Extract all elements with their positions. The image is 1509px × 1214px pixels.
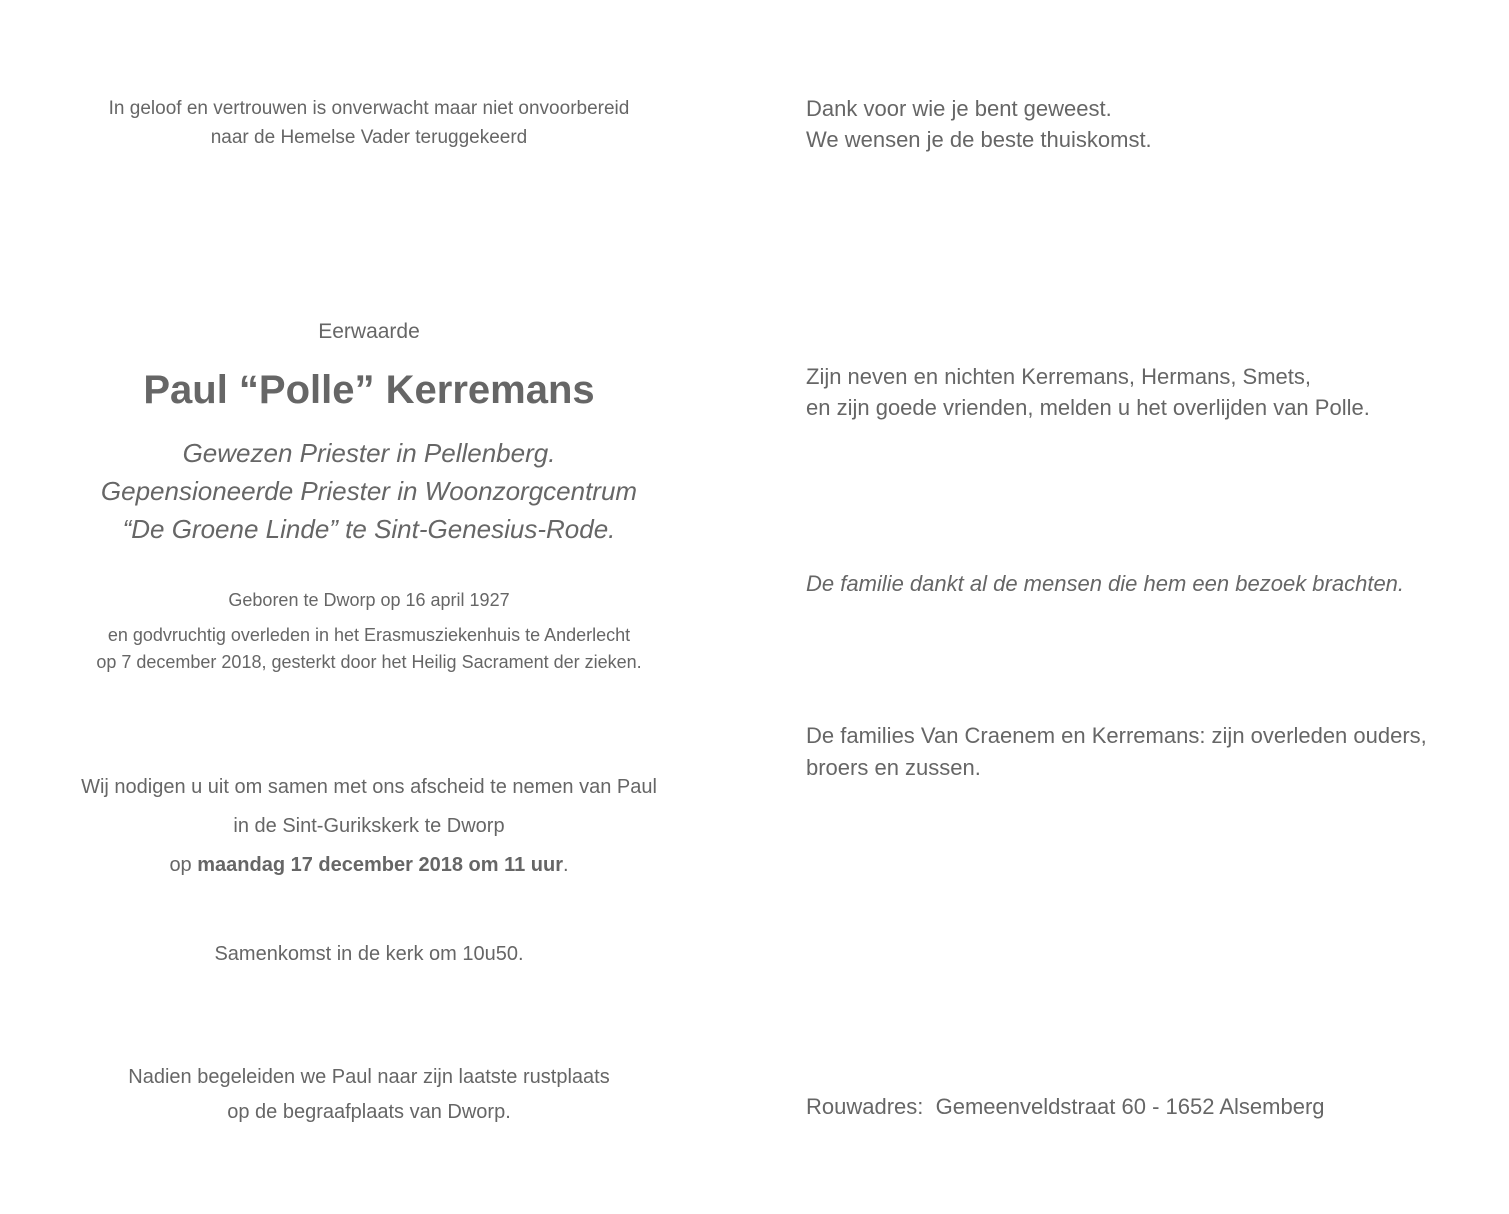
intro-line: naar de Hemelse Vader teruggekeerd — [210, 127, 528, 148]
invitation-date: maandag 17 december 2018 om 11 uur — [197, 854, 563, 876]
invitation-date-suffix: . — [562, 854, 569, 876]
families-text — [806, 720, 1486, 784]
relatives-text — [806, 361, 1486, 423]
burial-text — [40, 1060, 698, 1130]
intro-line: In geloof en vertrouwen is onverwacht maar niet onvoorbereid — [108, 98, 630, 119]
families-line: broers en zussen. — [806, 755, 981, 780]
deceased-name: Paul “Polle” Kerremans — [143, 368, 595, 412]
invitation-date-line — [40, 846, 698, 885]
intro-text — [40, 94, 698, 152]
thanks-line: Dank voor wie je bent geweest. — [806, 96, 1112, 121]
gathering-text: Samenkomst in de kerk om 10u50. — [214, 943, 524, 965]
death-text — [40, 622, 698, 676]
death-line: op 7 december 2018, gesterkt door het Heilig Sacrament der zieken. — [96, 652, 642, 672]
invitation-line: Wij nodigen u uit om samen met ons afscheid te nemen van Paul — [81, 776, 657, 798]
visit-thanks-text: De familie dankt al de mensen die hem een bezoek brachten. — [806, 571, 1405, 596]
birth-text: Geboren te Dworp op 16 april 1927 — [228, 590, 510, 610]
thanks-text — [806, 93, 1486, 155]
burial-line: op de begraafplaats van Dworp. — [227, 1101, 511, 1123]
mourning-address: Rouwadres: Gemeenveldstraat 60 - 1652 Alsemberg — [806, 1094, 1325, 1119]
invitation-line: in de Sint-Gurikskerk te Dworp — [233, 815, 505, 837]
burial-line: Nadien begeleiden we Paul naar zijn laatste rustplaats — [128, 1066, 610, 1088]
invitation-date-prefix: op — [169, 854, 198, 876]
invitation-text — [40, 768, 698, 885]
honorific: Eerwaarde — [318, 320, 420, 343]
roles-text — [40, 434, 698, 548]
families-line: De families Van Craenem en Kerremans: zijn overleden ouders, — [806, 723, 1427, 748]
relatives-line: en zijn goede vrienden, melden u het overlijden van Polle. — [806, 395, 1370, 420]
relatives-line: Zijn neven en nichten Kerremans, Hermans, Smets, — [806, 364, 1312, 389]
role-line: “De Groene Linde” te Sint-Genesius-Rode. — [122, 514, 616, 544]
role-line: Gewezen Priester in Pellenberg. — [182, 438, 556, 468]
thanks-line: We wensen je de beste thuiskomst. — [806, 127, 1152, 152]
death-line: en godvruchtig overleden in het Erasmusziekenhuis te Anderlecht — [107, 625, 631, 645]
role-line: Gepensioneerde Priester in Woonzorgcentrum — [100, 476, 638, 506]
